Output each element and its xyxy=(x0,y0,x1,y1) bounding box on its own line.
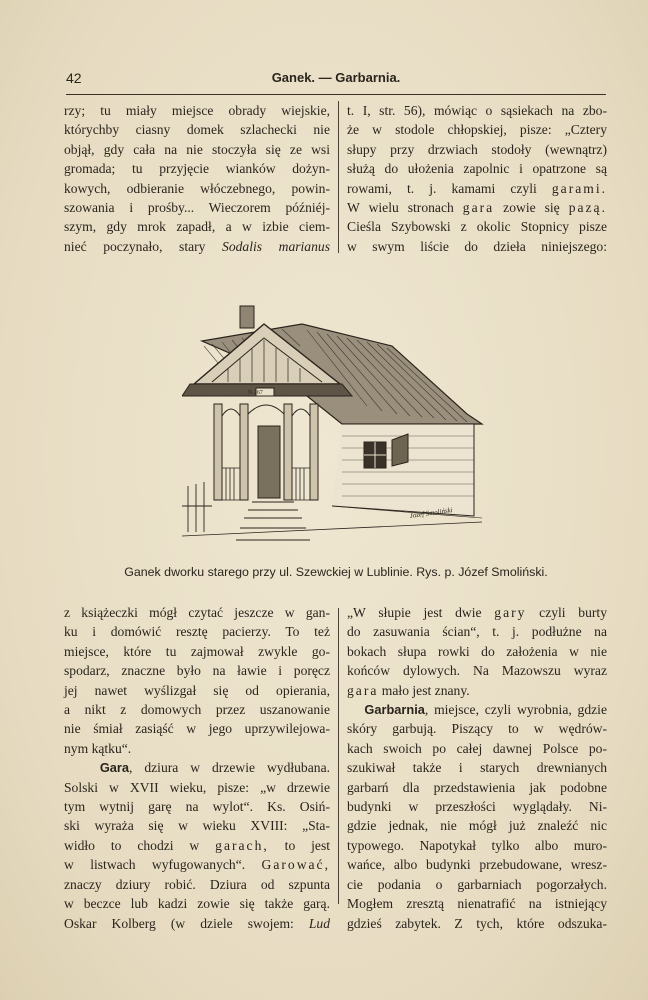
text-line: końców dylowych. Na Mazowszu wyraz xyxy=(347,663,607,679)
text-fragment: „W słupie jest dwie xyxy=(347,605,495,620)
text-fragment: Oskar Kolberg (w dziele swojem: xyxy=(64,915,309,931)
column-divider-bottom xyxy=(338,608,339,904)
text-line: wańce, albo budynki przebudowane, wresz- xyxy=(347,857,607,873)
text-fragment: nieć poczynało, stary xyxy=(64,238,223,254)
spaced-term: garami. xyxy=(551,180,607,196)
text-fragment: w listwach wyfugowanych“. xyxy=(64,857,262,873)
artist-signature: Józef Smoliński xyxy=(409,506,454,520)
spaced-term: pazą. xyxy=(568,200,607,216)
text-line: typowego. Napotykał tylko albo muro- xyxy=(347,837,607,853)
text-fragment: mało jest znany. xyxy=(378,682,470,698)
entry-line xyxy=(64,758,330,777)
running-title: Ganek. — Garbarnia. xyxy=(271,70,401,85)
text-fragment: to jest xyxy=(268,837,331,853)
text-line: skóry garbują. Piszący to w wędrów- xyxy=(347,721,607,737)
text-line: do zasuwania ścian“, t. j. podłużne na xyxy=(347,624,607,640)
text-line: w swym liście do dzieła niniejszego: xyxy=(347,238,607,254)
text-line: ski wyraża się w wieku XVIII: „Sta- xyxy=(64,818,330,834)
text-line: gromada; tu przyjęcie wianków dożyn- xyxy=(64,161,330,177)
text-line xyxy=(64,237,330,256)
right-column-top xyxy=(347,101,607,256)
text-line xyxy=(347,603,607,622)
text-line: jej nawet wyślizgał się od opierania, xyxy=(64,682,330,698)
right-column-bottom xyxy=(347,603,607,933)
column-divider-top xyxy=(338,101,339,253)
text-line: spodarz, znaczne było na ławie i poręcz xyxy=(64,663,330,679)
page-number: 42 xyxy=(66,70,82,86)
text-line xyxy=(347,179,607,198)
figure-caption: Ganek dworku starego przy ul. Szewckiej w Lublinie. Rys. p. Józef Smoliński. xyxy=(124,565,548,579)
text-line: objął, gdy cała na nie stoczyła się ze wsi xyxy=(64,141,330,157)
italic-term: Sodalis marianus xyxy=(222,238,330,254)
text-line: znaczy dziury robić. Dziura od szpunta xyxy=(64,876,330,892)
text-fragment: , dziura w drzewie wydłubana. xyxy=(129,760,330,776)
text-line: miejsce, które tu zajmował zwykle go- xyxy=(64,643,330,659)
text-fragment: , miejsce, czyli wyrobnia, gdzie xyxy=(424,702,607,718)
text-line: Cieśla Szybowski z okolic Stopnicy pisze xyxy=(347,219,607,235)
text-line: bokach słupa rowki do założenia w nie xyxy=(347,643,607,659)
text-line xyxy=(347,198,607,217)
text-line xyxy=(64,836,330,855)
text-line: słupy przy drzwiach stodoły (wewnątrz) xyxy=(347,141,607,157)
text-line: tym wytnij garę na wylot“. Ks. Osiń- xyxy=(64,799,330,815)
text-line: t. I, str. 56), mówiąc o sąsiekach na zbo- xyxy=(347,103,607,118)
text-line: Solski w XVII wieku, pisze: „w drzewie xyxy=(64,779,330,795)
text-line: którychby ciasny domek szlachecki nie xyxy=(64,122,330,138)
house-number-plaque: N 267 xyxy=(248,390,263,396)
text-line: a nikt z domowych przez uszanowanie xyxy=(64,702,330,718)
text-line: gdzie jednak, nie mógł już znaleźć nic xyxy=(347,818,607,834)
house-porch-illustration xyxy=(182,296,492,550)
text-line: garbarń dla przedstawienia jak podobne xyxy=(347,779,607,795)
spaced-term: Garować, xyxy=(261,857,330,873)
text-line: nie śmiał zasiąść w jego uprzywilejowa- xyxy=(64,721,330,737)
text-fragment: zowie się xyxy=(494,200,569,216)
text-line: nym kątku“. xyxy=(64,740,132,756)
text-line: cie podania o garbarniach pogorzałych. xyxy=(347,876,607,892)
text-fragment: W wielu stronach xyxy=(347,200,463,216)
text-line xyxy=(64,855,330,874)
entry-headword-garbarnia: Garbarnia xyxy=(364,702,425,718)
text-line: w beczce lub kadzi zowie się także garą. xyxy=(64,896,330,912)
text-line: Mogłem zresztą nienatrafić na istniejący xyxy=(347,896,607,912)
text-line: kowych, odbieranie włóczebnego, powin- xyxy=(64,180,330,196)
spaced-term: garach, xyxy=(215,837,269,853)
text-line: że w stodole chłopskiej, pisze: „Cztery xyxy=(347,122,607,138)
text-line: kach swoich po całej dawnej Polsce po- xyxy=(347,740,607,756)
spaced-term: gary xyxy=(494,605,527,620)
text-line: szukiwał także i starych drewnianych xyxy=(347,760,607,776)
left-column-top xyxy=(64,101,330,256)
text-fragment: widło to chodzi w xyxy=(64,837,216,853)
text-line: szowania i prośby... Wieczorem późniéj- xyxy=(64,200,330,216)
entry-headword-gara: Gara xyxy=(99,760,129,776)
entry-line xyxy=(347,700,607,719)
text-line xyxy=(64,914,330,933)
header-rule xyxy=(66,94,606,95)
text-fragment: czyli burty xyxy=(526,605,607,620)
text-line: z książeczki mógł czytać jeszcze w gan- xyxy=(64,605,330,620)
text-line: służą do ułożenia zapolnic i opatrzone są xyxy=(347,161,607,177)
text-line: ku i domówić resztę pacierzy. To też xyxy=(64,624,330,640)
italic-term: Lud xyxy=(308,915,330,931)
text-fragment: rowami, t. j. kamami czyli xyxy=(347,180,552,196)
spaced-term: gara xyxy=(347,682,379,698)
text-line: gdzieś zabytek. Z tych, które odszuka- xyxy=(347,915,607,931)
text-line: budynki w przeszłości wyglądały. Ni- xyxy=(347,799,607,815)
text-line: rzy; tu miały miejsce obrady wiejskie, xyxy=(64,103,330,118)
page-header xyxy=(66,70,606,90)
spaced-term: gara xyxy=(462,200,495,216)
text-line xyxy=(347,681,607,700)
left-column-bottom xyxy=(64,603,330,933)
text-line: szym, gdy mrok zapadł, a w izbie ciem- xyxy=(64,219,330,235)
